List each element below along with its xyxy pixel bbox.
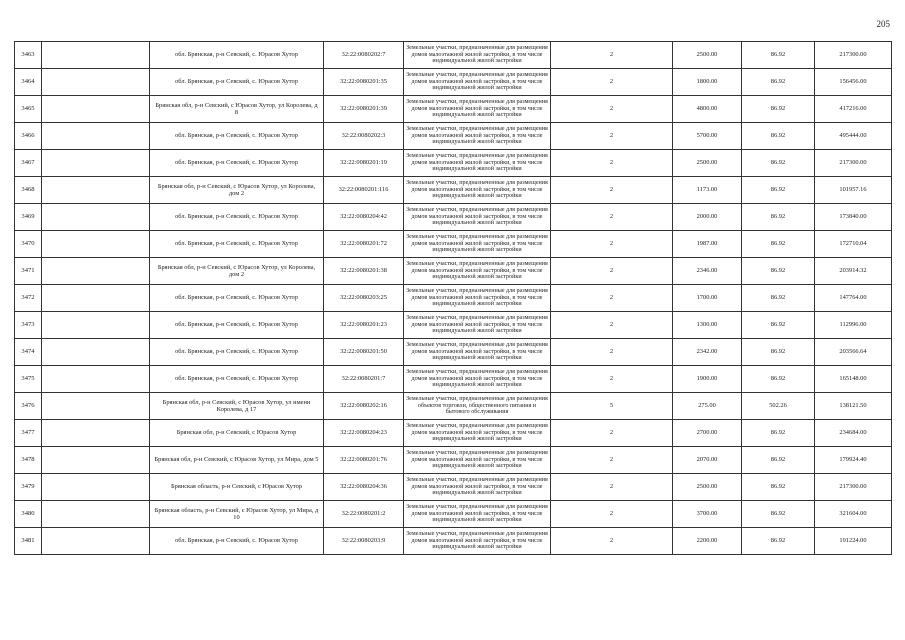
cadastral-value-cell: 495444.00 xyxy=(815,123,892,150)
cadastral-value-cell: 234684.00 xyxy=(815,420,892,447)
land-use-cell: Земельные участки, предназначенные для размещения домов малоэтажной жилой застройки, в том числе индивидуальной жилой застройки xyxy=(404,339,551,366)
row-number: 3472 xyxy=(15,285,42,312)
row-number: 3476 xyxy=(15,393,42,420)
specific-value-cell: 86.92 xyxy=(742,96,815,123)
area-cell: 1300.00 xyxy=(673,312,742,339)
area-cell: 1987.00 xyxy=(673,231,742,258)
empty-cell xyxy=(42,285,150,312)
cadastral-number-cell: 32:22:0080201:50 xyxy=(324,339,404,366)
empty-cell xyxy=(42,69,150,96)
cadastral-number-cell: 32:22:0080201:76 xyxy=(324,447,404,474)
area-cell: 2070.00 xyxy=(673,447,742,474)
row-number: 3477 xyxy=(15,420,42,447)
row-number: 3470 xyxy=(15,231,42,258)
address-cell: Брянская обл, р-н Севский, с Юрасов Хутор, ул Королева, дом 2 xyxy=(150,177,324,204)
row-number: 3480 xyxy=(15,501,42,528)
row-number: 3463 xyxy=(15,42,42,69)
table-row xyxy=(15,501,892,528)
specific-value-cell: 86.92 xyxy=(742,447,815,474)
specific-value-cell: 86.92 xyxy=(742,204,815,231)
category-code-cell: 2 xyxy=(551,474,673,501)
area-cell: 2342.00 xyxy=(673,339,742,366)
area-cell: 2500.00 xyxy=(673,42,742,69)
cadastral-number-cell: 32:22:0080201:35 xyxy=(324,69,404,96)
row-number: 3464 xyxy=(15,69,42,96)
cadastral-value-cell: 217300.00 xyxy=(815,42,892,69)
land-use-cell: Земельные участки, предназначенные для размещения домов малоэтажной жилой застройки, в том числе индивидуальной жилой застройки xyxy=(404,204,551,231)
cadastral-number-cell: 32:22:0080201:2 xyxy=(324,501,404,528)
cadastral-number-cell: 32:22:0080201:19 xyxy=(324,150,404,177)
cadastral-value-cell: 417216.00 xyxy=(815,96,892,123)
table-row xyxy=(15,285,892,312)
area-cell: 2700.00 xyxy=(673,420,742,447)
specific-value-cell: 86.92 xyxy=(742,231,815,258)
row-number: 3465 xyxy=(15,96,42,123)
specific-value-cell: 86.92 xyxy=(742,339,815,366)
address-cell: Брянская обл, р-н Севский, с Юрасов Хутор, ул Королева, дом 2 xyxy=(150,258,324,285)
row-number: 3478 xyxy=(15,447,42,474)
cadastral-number-cell: 32:22:0080201:38 xyxy=(324,258,404,285)
specific-value-cell: 86.92 xyxy=(742,420,815,447)
table-row xyxy=(15,123,892,150)
cadastral-number-cell: 32:22:0080204:23 xyxy=(324,420,404,447)
address-cell: обл. Брянская, р-н Севский, с. Юрасов Хутор xyxy=(150,204,324,231)
land-use-cell: Земельные участки, предназначенные для размещения домов малоэтажной жилой застройки, в том числе индивидуальной жилой застройки xyxy=(404,447,551,474)
row-number: 3479 xyxy=(15,474,42,501)
category-code-cell: 2 xyxy=(551,204,673,231)
registry-table-body xyxy=(15,42,892,555)
row-number: 3469 xyxy=(15,204,42,231)
empty-cell xyxy=(42,366,150,393)
empty-cell xyxy=(42,177,150,204)
category-code-cell: 2 xyxy=(551,528,673,555)
area-cell: 1173.00 xyxy=(673,177,742,204)
table-row xyxy=(15,42,892,69)
category-code-cell: 2 xyxy=(551,258,673,285)
row-number: 3475 xyxy=(15,366,42,393)
table-row xyxy=(15,177,892,204)
page-number: 205 xyxy=(876,19,890,29)
category-code-cell: 2 xyxy=(551,42,673,69)
cadastral-number-cell: 32:22:0080201:7 xyxy=(324,366,404,393)
land-use-cell: Земельные участки, предназначенные для размещения домов малоэтажной жилой застройки, в том числе индивидуальной жилой застройки xyxy=(404,42,551,69)
cadastral-number-cell: 32:22:0080204:36 xyxy=(324,474,404,501)
empty-cell xyxy=(42,123,150,150)
address-cell: обл. Брянская, р-н Севский, с. Юрасов Хутор xyxy=(150,123,324,150)
area-cell: 4800.00 xyxy=(673,96,742,123)
table-row xyxy=(15,447,892,474)
address-cell: Брянская область, р-н Севский, с Юрасов Хутор, ул Мира, д 10 xyxy=(150,501,324,528)
address-cell: обл. Брянская, р-н Севский, с. Юрасов Хутор xyxy=(150,528,324,555)
category-code-cell: 2 xyxy=(551,501,673,528)
address-cell: обл. Брянская, р-н Севский, с. Юрасов Хутор xyxy=(150,150,324,177)
empty-cell xyxy=(42,528,150,555)
address-cell: Брянская обл, р-н Севский, с Юрасов Хутор xyxy=(150,420,324,447)
category-code-cell: 2 xyxy=(551,366,673,393)
cadastral-value-cell: 165148.00 xyxy=(815,366,892,393)
cadastral-value-cell: 191224.00 xyxy=(815,528,892,555)
row-number: 3474 xyxy=(15,339,42,366)
category-code-cell: 2 xyxy=(551,231,673,258)
category-code-cell: 2 xyxy=(551,447,673,474)
table-row xyxy=(15,474,892,501)
address-cell: Брянская обл, р-н Севский, с Юрасов Хутор, ул Мира, дом 5 xyxy=(150,447,324,474)
cadastral-number-cell: 32:22:0080204:42 xyxy=(324,204,404,231)
table-row xyxy=(15,339,892,366)
empty-cell xyxy=(42,312,150,339)
cadastral-number-cell: 32:22:0080201:39 xyxy=(324,96,404,123)
cadastral-value-cell: 172710.04 xyxy=(815,231,892,258)
area-cell: 275.00 xyxy=(673,393,742,420)
area-cell: 2000.00 xyxy=(673,204,742,231)
specific-value-cell: 502.26 xyxy=(742,393,815,420)
land-use-cell: Земельные участки, предназначенные для размещения домов малоэтажной жилой застройки, в том числе индивидуальной жилой застройки xyxy=(404,150,551,177)
specific-value-cell: 86.92 xyxy=(742,285,815,312)
category-code-cell: 2 xyxy=(551,420,673,447)
cadastral-number-cell: 32:22:0080202:7 xyxy=(324,42,404,69)
table-row xyxy=(15,393,892,420)
address-cell: обл. Брянская, р-н Севский, с. Юрасов Хутор xyxy=(150,231,324,258)
category-code-cell: 2 xyxy=(551,285,673,312)
land-use-cell: Земельные участки, предназначенные для размещения домов малоэтажной жилой застройки, в том числе индивидуальной жилой застройки xyxy=(404,285,551,312)
empty-cell xyxy=(42,150,150,177)
row-number: 3468 xyxy=(15,177,42,204)
cadastral-value-cell: 217300.00 xyxy=(815,474,892,501)
area-cell: 5700.00 xyxy=(673,123,742,150)
address-cell: обл. Брянская, р-н Севский, с. Юрасов Хутор xyxy=(150,69,324,96)
cadastral-number-cell: 32:22:0080203:25 xyxy=(324,285,404,312)
empty-cell xyxy=(42,474,150,501)
table-row xyxy=(15,96,892,123)
category-code-cell: 2 xyxy=(551,150,673,177)
cadastral-value-cell: 173840.00 xyxy=(815,204,892,231)
empty-cell xyxy=(42,393,150,420)
area-cell: 2200.00 xyxy=(673,528,742,555)
area-cell: 2346.00 xyxy=(673,258,742,285)
land-use-cell: Земельные участки, предназначенные для размещения домов малоэтажной жилой застройки, в том числе индивидуальной жилой застройки xyxy=(404,366,551,393)
cadastral-number-cell: 32:22:0080202:16 xyxy=(324,393,404,420)
cadastral-number-cell: 32:22:0080202:3 xyxy=(324,123,404,150)
land-use-cell: Земельные участки, предназначенные для размещения домов малоэтажной жилой застройки, в том числе индивидуальной жилой застройки xyxy=(404,312,551,339)
empty-cell xyxy=(42,420,150,447)
empty-cell xyxy=(42,258,150,285)
table-row xyxy=(15,258,892,285)
row-number: 3481 xyxy=(15,528,42,555)
category-code-cell: 5 xyxy=(551,393,673,420)
category-code-cell: 2 xyxy=(551,312,673,339)
land-use-cell: Земельные участки, предназначенные для размещения домов малоэтажной жилой застройки, в том числе индивидуальной жилой застройки xyxy=(404,474,551,501)
cadastral-value-cell: 203566.64 xyxy=(815,339,892,366)
land-use-cell: Земельные участки, предназначенные для размещения домов малоэтажной жилой застройки, в том числе индивидуальной жилой застройки xyxy=(404,69,551,96)
specific-value-cell: 86.92 xyxy=(742,501,815,528)
land-use-cell: Земельные участки, предназначенные для размещения домов малоэтажной жилой застройки, в том числе индивидуальной жилой застройки xyxy=(404,96,551,123)
cadastral-value-cell: 147764.00 xyxy=(815,285,892,312)
cadastral-value-cell: 203914.32 xyxy=(815,258,892,285)
land-use-cell: Земельные участки, предназначенные для размещения домов малоэтажной жилой застройки, в том числе индивидуальной жилой застройки xyxy=(404,501,551,528)
cadastral-value-cell: 101957.16 xyxy=(815,177,892,204)
category-code-cell: 2 xyxy=(551,177,673,204)
cadastral-number-cell: 32:22:0080201:116 xyxy=(324,177,404,204)
land-use-cell: Земельные участки, предназначенные для размещения объектов торговли, общественного питания и бытового обслуживания xyxy=(404,393,551,420)
area-cell: 2500.00 xyxy=(673,474,742,501)
land-use-cell: Земельные участки, предназначенные для размещения домов малоэтажной жилой застройки, в том числе индивидуальной жилой застройки xyxy=(404,231,551,258)
address-cell: Брянская обл, р-н Севский, с Юрасов Хутор, ул имени Королева, д 17 xyxy=(150,393,324,420)
empty-cell xyxy=(42,42,150,69)
row-number: 3467 xyxy=(15,150,42,177)
specific-value-cell: 86.92 xyxy=(742,312,815,339)
specific-value-cell: 86.92 xyxy=(742,69,815,96)
empty-cell xyxy=(42,96,150,123)
area-cell: 1900.00 xyxy=(673,366,742,393)
land-use-cell: Земельные участки, предназначенные для размещения домов малоэтажной жилой застройки, в том числе индивидуальной жилой застройки xyxy=(404,420,551,447)
cadastral-value-cell: 138121.50 xyxy=(815,393,892,420)
empty-cell xyxy=(42,339,150,366)
empty-cell xyxy=(42,204,150,231)
area-cell: 1800.00 xyxy=(673,69,742,96)
cadastral-value-cell: 321604.00 xyxy=(815,501,892,528)
cadastral-number-cell: 32:22:0080201:23 xyxy=(324,312,404,339)
address-cell: обл. Брянская, р-н Севский, с. Юрасов Хутор xyxy=(150,312,324,339)
specific-value-cell: 86.92 xyxy=(742,177,815,204)
area-cell: 1700.00 xyxy=(673,285,742,312)
row-number: 3471 xyxy=(15,258,42,285)
address-cell: обл. Брянская, р-н Севский, с. Юрасов Хутор xyxy=(150,285,324,312)
table-row xyxy=(15,69,892,96)
category-code-cell: 2 xyxy=(551,96,673,123)
cadastral-number-cell: 32:22:0080201:72 xyxy=(324,231,404,258)
category-code-cell: 2 xyxy=(551,339,673,366)
row-number: 3473 xyxy=(15,312,42,339)
specific-value-cell: 86.92 xyxy=(742,258,815,285)
table-row xyxy=(15,204,892,231)
table-row xyxy=(15,420,892,447)
category-code-cell: 2 xyxy=(551,123,673,150)
land-use-cell: Земельные участки, предназначенные для размещения домов малоэтажной жилой застройки, в том числе индивидуальной жилой застройки xyxy=(404,258,551,285)
cadastral-value-cell: 112996.00 xyxy=(815,312,892,339)
table-row xyxy=(15,366,892,393)
cadastral-number-cell: 32:22:0080203:9 xyxy=(324,528,404,555)
area-cell: 2500.00 xyxy=(673,150,742,177)
address-cell: Брянская обл, р-н Севский, с Юрасов Хутор, ул Королева, д 8 xyxy=(150,96,324,123)
specific-value-cell: 86.92 xyxy=(742,474,815,501)
table-row xyxy=(15,231,892,258)
area-cell: 3700.00 xyxy=(673,501,742,528)
registry-table xyxy=(14,41,892,555)
category-code-cell: 2 xyxy=(551,69,673,96)
address-cell: обл. Брянская, р-н Севский, с. Юрасов Хутор xyxy=(150,339,324,366)
empty-cell xyxy=(42,231,150,258)
empty-cell xyxy=(42,501,150,528)
specific-value-cell: 86.92 xyxy=(742,123,815,150)
specific-value-cell: 86.92 xyxy=(742,528,815,555)
specific-value-cell: 86.92 xyxy=(742,366,815,393)
address-cell: обл. Брянская, р-н Севский, с. Юрасов Хутор xyxy=(150,42,324,69)
address-cell: Брянская область, р-н Севский, с Юрасов Хутор xyxy=(150,474,324,501)
empty-cell xyxy=(42,447,150,474)
row-number: 3466 xyxy=(15,123,42,150)
land-use-cell: Земельные участки, предназначенные для размещения домов малоэтажной жилой застройки, в том числе индивидуальной жилой застройки xyxy=(404,528,551,555)
land-use-cell: Земельные участки, предназначенные для размещения домов малоэтажной жилой застройки, в том числе индивидуальной жилой застройки xyxy=(404,123,551,150)
cadastral-value-cell: 156456.00 xyxy=(815,69,892,96)
table-row xyxy=(15,312,892,339)
table-row xyxy=(15,528,892,555)
land-use-cell: Земельные участки, предназначенные для размещения домов малоэтажной жилой застройки, в том числе индивидуальной жилой застройки xyxy=(404,177,551,204)
cadastral-value-cell: 217300.00 xyxy=(815,150,892,177)
specific-value-cell: 86.92 xyxy=(742,42,815,69)
table-row xyxy=(15,150,892,177)
address-cell: обл. Брянская, р-н Севский, с. Юрасов Хутор xyxy=(150,366,324,393)
cadastral-value-cell: 179924.40 xyxy=(815,447,892,474)
specific-value-cell: 86.92 xyxy=(742,150,815,177)
